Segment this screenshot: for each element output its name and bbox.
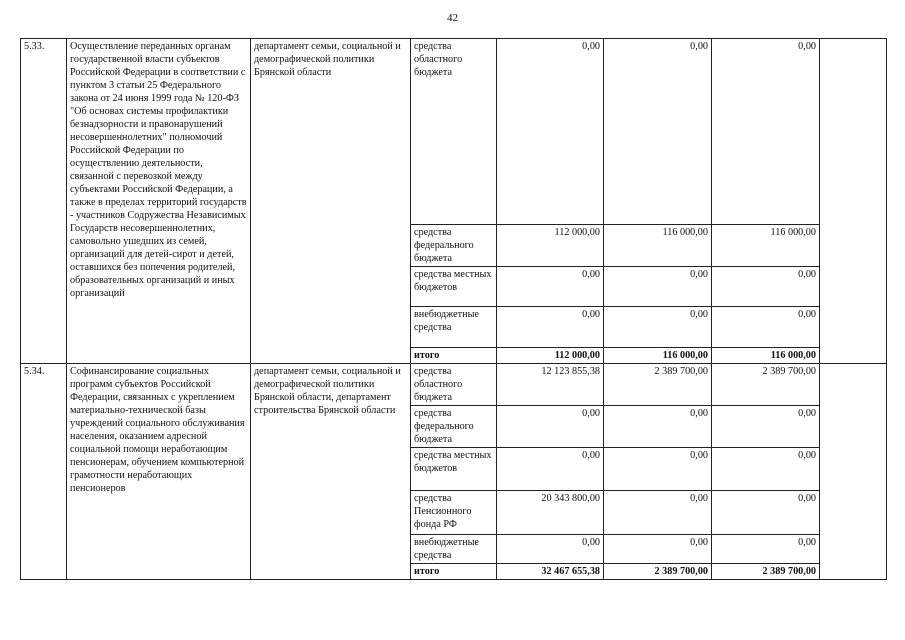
empty-cell [820,364,887,580]
funding-source-total: итого [411,564,497,580]
total-amount: 2 389 700,00 [712,564,820,580]
amount-cell: 0,00 [604,448,712,491]
empty-cell [820,39,887,364]
funding-source: средства областного бюджета [411,39,497,225]
amount-cell: 20 343 800,00 [497,491,604,535]
funding-source-total: итого [411,348,497,364]
total-amount: 2 389 700,00 [604,564,712,580]
measure-description: Осуществление переданных органам государственной власти субъектов Российской Федерации в соответствии с пунктом 3 статьи 25 Федерального закона от 24 июня 1999 года № 120-ФЗ "Об основах системы профилактики безнадзорности и правонарушений несовершеннолетних" полномочий Российской Федерации по осуществлению деятельности, связанной с перевозкой между субъектами Российской Федерации, а также в пределах территорий государств - участников Содружества Независимых Государств несовершеннолетних, самовольно ушедших из семей, организаций для детей-сирот и детей, оставшихся без попечения родителей, образовательных организаций и иных организаций [67,39,251,364]
amount-cell: 0,00 [497,448,604,491]
amount-cell: 0,00 [497,406,604,448]
total-amount: 116 000,00 [712,348,820,364]
amount-cell: 0,00 [497,267,604,307]
amount-cell: 0,00 [604,307,712,348]
amount-cell: 0,00 [712,448,820,491]
amount-cell: 0,00 [712,491,820,535]
amount-cell: 0,00 [712,406,820,448]
amount-cell: 0,00 [712,39,820,225]
budget-table [20,38,887,580]
amount-cell: 0,00 [604,406,712,448]
measure-description: Софинансирование социальных программ субъектов Российской Федерации, связанных с укреплением материально-технической базы учреждений социального обслуживания населения, оказанием адресной социальной помощи неработающим пенсионерам, обучением компьютерной грамотности неработающих пенсионеров [67,364,251,580]
amount-cell: 0,00 [497,535,604,564]
table-row [21,364,887,406]
funding-source: средства местных бюджетов [411,448,497,491]
funding-source: средства местных бюджетов [411,267,497,307]
total-amount: 32 467 655,38 [497,564,604,580]
amount-cell: 0,00 [604,39,712,225]
funding-source: средства федерального бюджета [411,406,497,448]
row-number: 5.34. [21,364,67,580]
table-row [21,39,887,225]
funding-source: средства Пенсионного фонда РФ [411,491,497,535]
amount-cell: 0,00 [497,307,604,348]
amount-cell: 0,00 [712,307,820,348]
executor-cell: департамент семьи, социальной и демографической политики Брянской области, департамент строительства Брянской области [251,364,411,580]
amount-cell: 0,00 [712,535,820,564]
amount-cell: 0,00 [604,491,712,535]
amount-cell: 2 389 700,00 [712,364,820,406]
amount-cell: 0,00 [604,535,712,564]
total-amount: 116 000,00 [604,348,712,364]
funding-source: средства федерального бюджета [411,225,497,267]
funding-source: средства областного бюджета [411,364,497,406]
amount-cell: 116 000,00 [712,225,820,267]
amount-cell: 116 000,00 [604,225,712,267]
amount-cell: 112 000,00 [497,225,604,267]
funding-source: внебюджетные средства [411,535,497,564]
amount-cell: 12 123 855,38 [497,364,604,406]
amount-cell: 0,00 [497,39,604,225]
total-amount: 112 000,00 [497,348,604,364]
executor-cell: департамент семьи, социальной и демографической политики Брянской области [251,39,411,364]
amount-cell: 0,00 [712,267,820,307]
amount-cell: 2 389 700,00 [604,364,712,406]
page-number: 42 [447,12,458,24]
amount-cell: 0,00 [604,267,712,307]
row-number: 5.33. [21,39,67,364]
funding-source: внебюджетные средства [411,307,497,348]
